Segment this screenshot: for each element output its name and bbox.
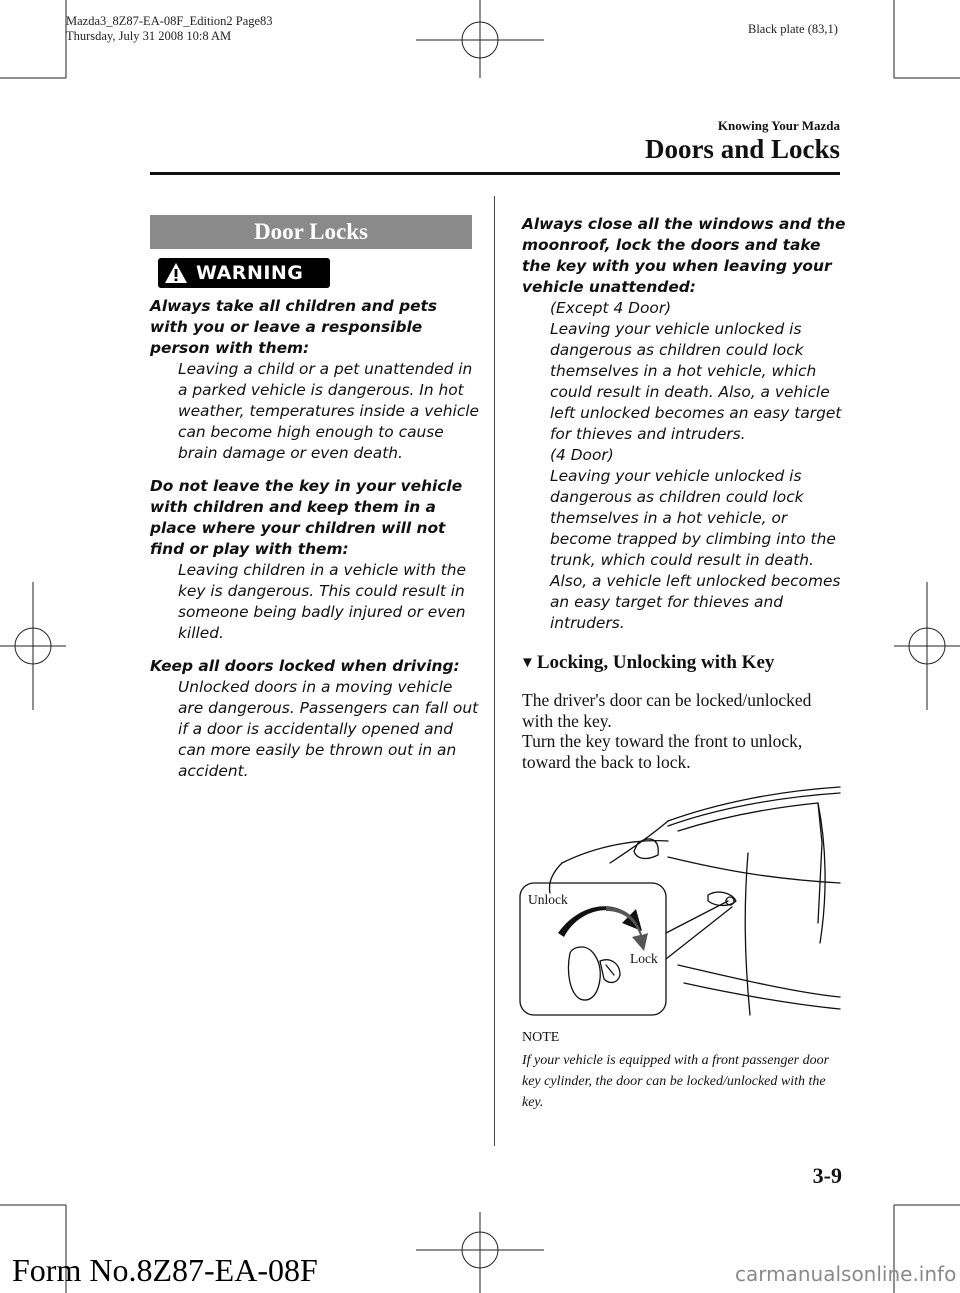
warning-item bbox=[150, 656, 480, 782]
column-divider bbox=[494, 196, 495, 1146]
printer-date-line: Thursday, July 31 2008 10:8 AM bbox=[66, 29, 232, 43]
warning-badge bbox=[158, 258, 330, 288]
form-number: Form No.8Z87-EA-08F bbox=[12, 1252, 318, 1288]
warning-list-left bbox=[150, 296, 480, 782]
paragraph: Turn the key toward the front to unlock, toward the back to lock. bbox=[522, 731, 803, 772]
paragraph: The driver's door can be locked/unlocked with the key. bbox=[522, 690, 812, 731]
watermark: carmanualsonline.info bbox=[735, 1262, 957, 1286]
plate-label: Black plate (83,1) bbox=[748, 22, 838, 36]
key-instructions bbox=[522, 690, 842, 772]
page-title: Doors and Locks bbox=[644, 134, 840, 164]
warning-heading: Always take all children and pets with you or leave a responsible person with them: bbox=[150, 297, 438, 357]
warning-right bbox=[522, 214, 847, 634]
warning-variant-label: (4 Door) bbox=[550, 446, 614, 464]
subsection-heading-text: Locking, Unlocking with Key bbox=[536, 652, 775, 673]
warning-heading: Always close all the windows and the moonroof, lock the doors and take the key with you when leaving your vehicle unattended: bbox=[522, 215, 846, 296]
header-rule bbox=[150, 172, 840, 175]
warning-body: Leaving a child or a pet unattended in a parked vehicle is dangerous. In hot weather, temperatures inside a vehicle can become high enough to cause brain damage or even death. bbox=[178, 360, 480, 462]
lock-label: Lock bbox=[630, 951, 658, 966]
unlock-label: Unlock bbox=[528, 892, 568, 907]
warning-body: Leaving children in a vehicle with the key is dangerous. This could result in someone being badly injured or even killed. bbox=[178, 561, 467, 642]
warning-item bbox=[150, 296, 480, 464]
printer-metadata bbox=[66, 14, 273, 44]
printer-file-line: Mazda3_8Z87-EA-08F_Edition2 Page83 bbox=[66, 14, 273, 28]
warning-variant-label: (Except 4 Door) bbox=[550, 299, 672, 317]
note-label: NOTE bbox=[522, 1030, 560, 1045]
door-key-illustration bbox=[518, 783, 842, 1019]
warning-body: Leaving your vehicle unlocked is dangerous as children could lock themselves in a hot vehicle, which could result in death. Also, a vehicle left unlocked becomes an easy target for thieves and intruders. bbox=[550, 320, 842, 443]
section-title: Door Locks bbox=[150, 215, 472, 249]
warning-item bbox=[150, 476, 480, 644]
warning-heading: Keep all doors locked when driving: bbox=[150, 657, 460, 675]
warning-body: Leaving your vehicle unlocked is dangerous as children could lock themselves in a hot vehicle, or become trapped by climbing into the trunk, which could result in death. Also, a vehicle left unlocked becomes an easy target for thieves and intruders. bbox=[550, 467, 841, 632]
warning-body: Unlocked doors in a moving vehicle are dangerous. Passengers can fall out if a door is accidentally opened and can more easily be thrown out in an accident. bbox=[178, 678, 479, 780]
warning-triangle-icon bbox=[164, 262, 188, 284]
triangle-bullet-icon: ▼ bbox=[520, 655, 535, 671]
subsection-heading bbox=[520, 652, 774, 674]
warning-heading: Do not leave the key in your vehicle with children and keep them in a place where your children will not find or play with them: bbox=[150, 477, 463, 558]
page-number: 3-9 bbox=[812, 1163, 842, 1188]
warning-label: WARNING bbox=[196, 262, 304, 284]
note-text: If your vehicle is equipped with a front passenger door key cylinder, the door can be locked/unlocked with the key. bbox=[522, 1053, 830, 1110]
chapter-label: Knowing Your Mazda bbox=[717, 118, 840, 133]
